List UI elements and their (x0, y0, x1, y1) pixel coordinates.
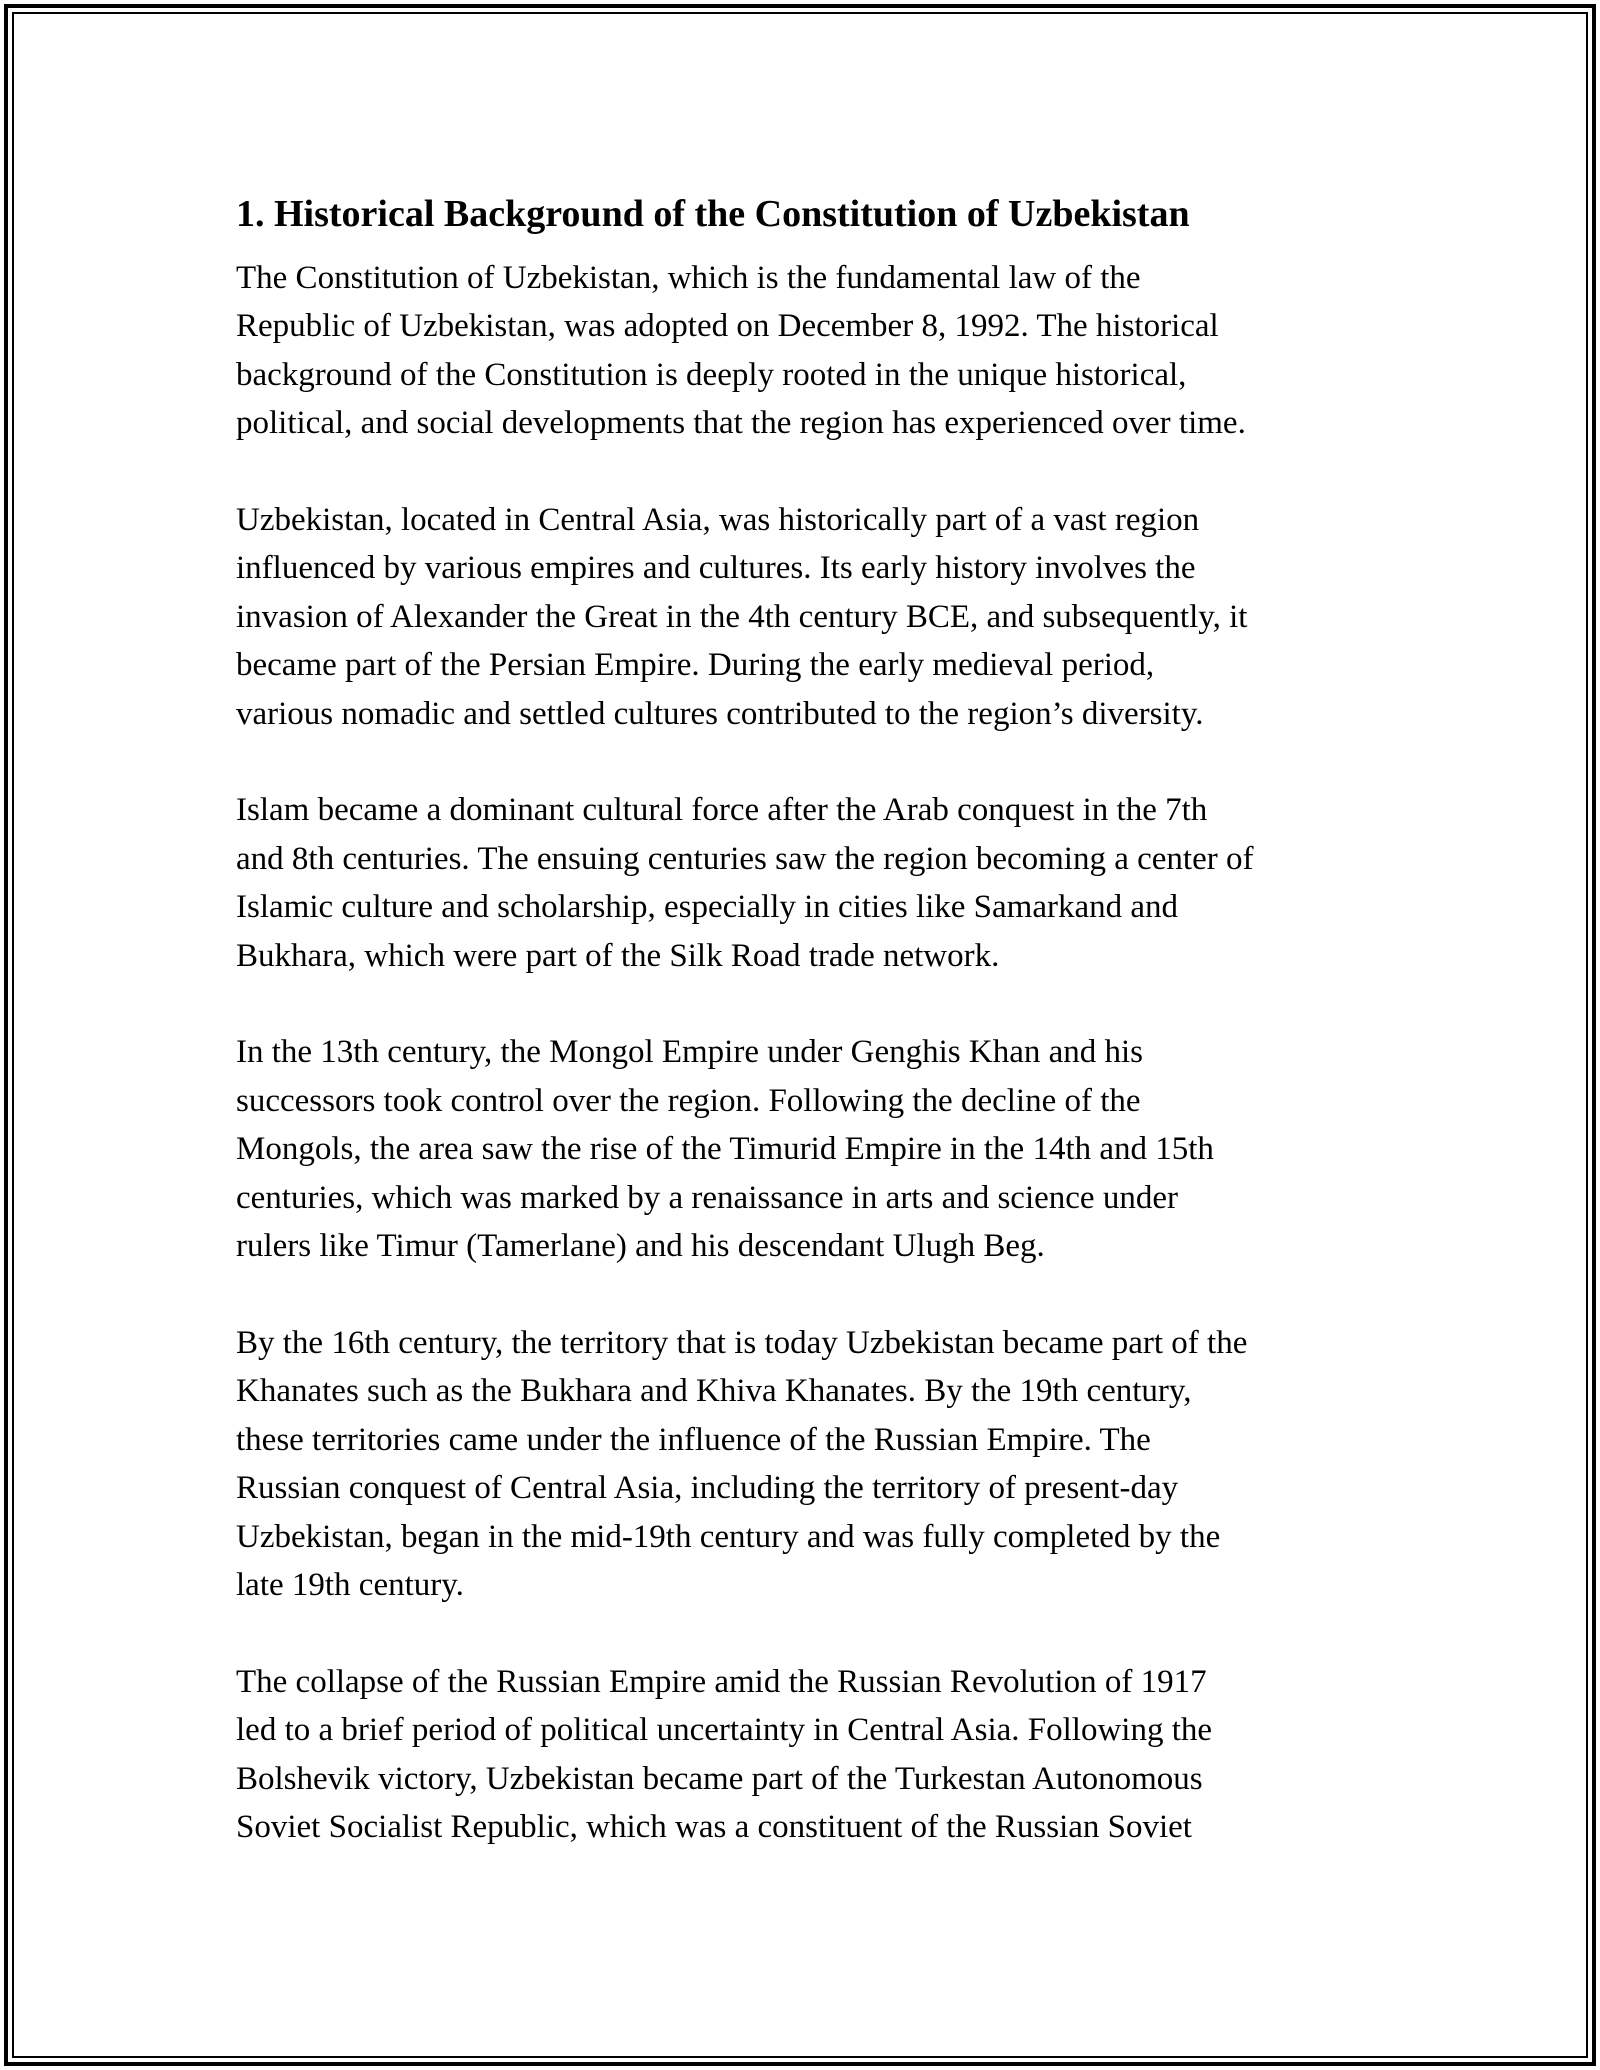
paragraph-line: Republic of Uzbekistan, was adopted on December 8, 1992. The historical (236, 308, 1219, 345)
paragraph-line: Russian conquest of Central Asia, including the territory of present-day (236, 1470, 1179, 1507)
paragraph-line: and 8th centuries. The ensuing centuries saw the region becoming a center of (236, 840, 1254, 877)
paragraph-line: Uzbekistan, began in the mid-19th century and was fully completed by the (236, 1518, 1221, 1555)
paragraph-line: political, and social developments that the region has experienced over time. (236, 405, 1246, 442)
paragraph-line: Islam became a dominant cultural force after the Arab conquest in the 7th (236, 792, 1208, 829)
paragraph-line: Uzbekistan, located in Central Asia, was historically part of a vast region (236, 502, 1200, 539)
paragraph-line: In the 13th century, the Mongol Empire under Genghis Khan and his (236, 1034, 1144, 1071)
paragraph-mongol-timurid (236, 1028, 1386, 1270)
paragraph-line: late 19th century. (236, 1566, 464, 1603)
paragraph-line: centuries, which was marked by a renaissance in arts and science under (236, 1179, 1178, 1216)
paragraph-line: these territories came under the influence of the Russian Empire. The (236, 1421, 1151, 1458)
paragraph-line: successors took control over the region. Following the decline of the (236, 1082, 1141, 1119)
paragraph-line: By the 16th century, the territory that is today Uzbekistan became part of the (236, 1324, 1248, 1361)
paragraph-line: rulers like Timur (Tamerlane) and his descendant Ulugh Beg. (236, 1228, 1045, 1265)
paragraph-constitution-adoption (236, 254, 1386, 448)
paragraph-line: Soviet Socialist Republic, which was a constituent of the Russian Soviet (236, 1808, 1192, 1845)
paragraph-line: led to a brief period of political uncertainty in Central Asia. Following the (236, 1712, 1213, 1749)
paragraph-line: Mongols, the area saw the rise of the Timurid Empire in the 14th and 15th (236, 1131, 1214, 1168)
paragraph-line: Islamic culture and scholarship, especially in cities like Samarkand and (236, 889, 1179, 926)
paragraph-soviet-period (236, 1658, 1386, 1852)
paragraph-islamic-period (236, 786, 1386, 980)
paragraph-line: Bolshevik victory, Uzbekistan became part of the Turkestan Autonomous (236, 1760, 1203, 1797)
section-heading: 1. Historical Background of the Constitution of Uzbekistan (236, 193, 1190, 235)
document-body (236, 186, 1386, 1900)
paragraph-line: invasion of Alexander the Great in the 4th century BCE, and subsequently, it (236, 598, 1248, 635)
paragraph-line: The Constitution of Uzbekistan, which is the fundamental law of the (236, 260, 1141, 296)
paragraph-early-history (236, 496, 1386, 738)
paragraph-khanates-russian-empire (236, 1319, 1386, 1609)
paragraph-line: became part of the Persian Empire. During the early medieval period, (236, 647, 1155, 684)
paragraph-line: Bukhara, which were part of the Silk Road trade network. (236, 937, 1000, 974)
paragraph-line: influenced by various empires and cultures. Its early history involves the (236, 550, 1196, 587)
paragraph-line: The collapse of the Russian Empire amid the Russian Revolution of 1917 (236, 1663, 1207, 1700)
paragraph-line: background of the Constitution is deeply rooted in the unique historical, (236, 356, 1187, 393)
paragraph-line: various nomadic and settled cultures contributed to the region’s diversity. (236, 695, 1204, 732)
paragraph-line: Khanates such as the Bukhara and Khiva Khanates. By the 19th century, (236, 1373, 1192, 1410)
